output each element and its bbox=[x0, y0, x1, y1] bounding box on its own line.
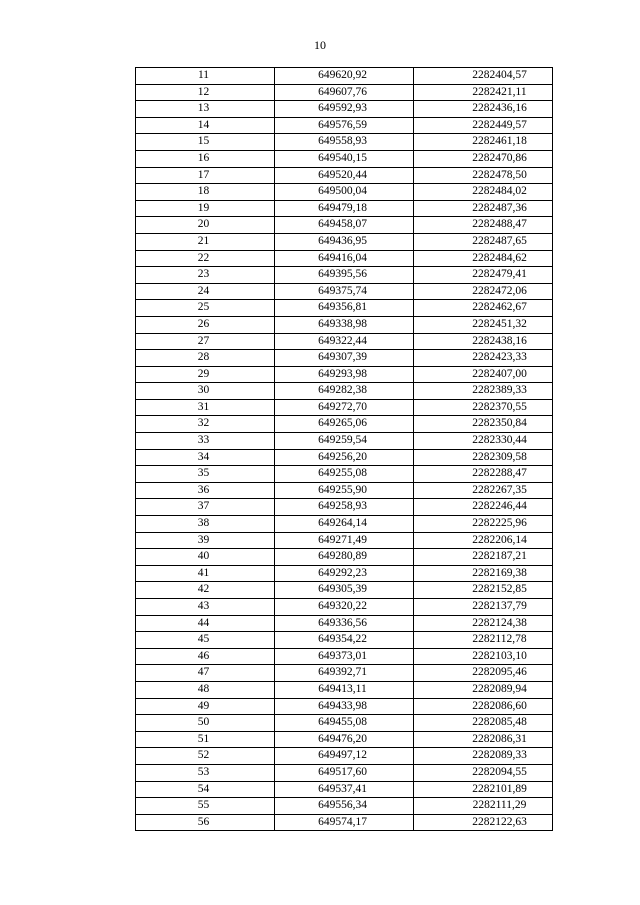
point-number-cell: 30 bbox=[136, 383, 275, 400]
y-coordinate-cell: 2282206,14 bbox=[414, 532, 553, 549]
table-row bbox=[136, 499, 553, 516]
y-coordinate-cell: 2282288,47 bbox=[414, 466, 553, 483]
table-row bbox=[136, 814, 553, 831]
x-coordinate-cell: 649322,44 bbox=[275, 333, 414, 350]
x-coordinate-cell: 649558,93 bbox=[275, 134, 414, 151]
point-number-cell: 40 bbox=[136, 549, 275, 566]
coordinates-table bbox=[135, 67, 553, 831]
x-coordinate-cell: 649517,60 bbox=[275, 764, 414, 781]
point-number-cell: 39 bbox=[136, 532, 275, 549]
table-row bbox=[136, 217, 553, 234]
point-number-cell: 24 bbox=[136, 283, 275, 300]
x-coordinate-cell: 649436,95 bbox=[275, 233, 414, 250]
y-coordinate-cell: 2282187,21 bbox=[414, 549, 553, 566]
point-number-cell: 35 bbox=[136, 466, 275, 483]
point-number-cell: 42 bbox=[136, 582, 275, 599]
point-number-cell: 32 bbox=[136, 416, 275, 433]
y-coordinate-cell: 2282370,55 bbox=[414, 399, 553, 416]
point-number-cell: 47 bbox=[136, 665, 275, 682]
table-row bbox=[136, 101, 553, 118]
y-coordinate-cell: 2282152,85 bbox=[414, 582, 553, 599]
table-row bbox=[136, 466, 553, 483]
table-row bbox=[136, 366, 553, 383]
x-coordinate-cell: 649280,89 bbox=[275, 549, 414, 566]
table-row bbox=[136, 632, 553, 649]
table-row bbox=[136, 200, 553, 217]
y-coordinate-cell: 2282225,96 bbox=[414, 516, 553, 533]
point-number-cell: 22 bbox=[136, 250, 275, 267]
x-coordinate-cell: 649520,44 bbox=[275, 167, 414, 184]
y-coordinate-cell: 2282122,63 bbox=[414, 814, 553, 831]
point-number-cell: 11 bbox=[136, 68, 275, 85]
table-row bbox=[136, 748, 553, 765]
point-number-cell: 14 bbox=[136, 117, 275, 134]
point-number-cell: 36 bbox=[136, 482, 275, 499]
table-row bbox=[136, 582, 553, 599]
y-coordinate-cell: 2282085,48 bbox=[414, 715, 553, 732]
x-coordinate-cell: 649256,20 bbox=[275, 449, 414, 466]
x-coordinate-cell: 649392,71 bbox=[275, 665, 414, 682]
point-number-cell: 49 bbox=[136, 698, 275, 715]
y-coordinate-cell: 2282086,31 bbox=[414, 731, 553, 748]
y-coordinate-cell: 2282462,67 bbox=[414, 300, 553, 317]
x-coordinate-cell: 649455,08 bbox=[275, 715, 414, 732]
x-coordinate-cell: 649620,92 bbox=[275, 68, 414, 85]
point-number-cell: 54 bbox=[136, 781, 275, 798]
y-coordinate-cell: 2282404,57 bbox=[414, 68, 553, 85]
point-number-cell: 43 bbox=[136, 599, 275, 616]
x-coordinate-cell: 649375,74 bbox=[275, 283, 414, 300]
table-row bbox=[136, 416, 553, 433]
y-coordinate-cell: 2282479,41 bbox=[414, 267, 553, 284]
x-coordinate-cell: 649497,12 bbox=[275, 748, 414, 765]
point-number-cell: 29 bbox=[136, 366, 275, 383]
y-coordinate-cell: 2282103,10 bbox=[414, 648, 553, 665]
point-number-cell: 50 bbox=[136, 715, 275, 732]
y-coordinate-cell: 2282438,16 bbox=[414, 333, 553, 350]
x-coordinate-cell: 649293,98 bbox=[275, 366, 414, 383]
y-coordinate-cell: 2282407,00 bbox=[414, 366, 553, 383]
table-row bbox=[136, 333, 553, 350]
x-coordinate-cell: 649540,15 bbox=[275, 150, 414, 167]
point-number-cell: 13 bbox=[136, 101, 275, 118]
page-number: 10 bbox=[314, 38, 326, 52]
point-number-cell: 27 bbox=[136, 333, 275, 350]
table-row bbox=[136, 715, 553, 732]
point-number-cell: 20 bbox=[136, 217, 275, 234]
x-coordinate-cell: 649607,76 bbox=[275, 84, 414, 101]
table-row bbox=[136, 350, 553, 367]
table-row bbox=[136, 167, 553, 184]
table-row bbox=[136, 681, 553, 698]
point-number-cell: 23 bbox=[136, 267, 275, 284]
y-coordinate-cell: 2282267,35 bbox=[414, 482, 553, 499]
table-row bbox=[136, 731, 553, 748]
point-number-cell: 33 bbox=[136, 433, 275, 450]
point-number-cell: 34 bbox=[136, 449, 275, 466]
x-coordinate-cell: 649576,59 bbox=[275, 117, 414, 134]
table-row bbox=[136, 698, 553, 715]
y-coordinate-cell: 2282095,46 bbox=[414, 665, 553, 682]
x-coordinate-cell: 649255,90 bbox=[275, 482, 414, 499]
y-coordinate-cell: 2282246,44 bbox=[414, 499, 553, 516]
y-coordinate-cell: 2282487,65 bbox=[414, 233, 553, 250]
point-number-cell: 26 bbox=[136, 316, 275, 333]
point-number-cell: 28 bbox=[136, 350, 275, 367]
y-coordinate-cell: 2282330,44 bbox=[414, 433, 553, 450]
table-row bbox=[136, 233, 553, 250]
y-coordinate-cell: 2282470,86 bbox=[414, 150, 553, 167]
x-coordinate-cell: 649373,01 bbox=[275, 648, 414, 665]
x-coordinate-cell: 649259,54 bbox=[275, 433, 414, 450]
point-number-cell: 16 bbox=[136, 150, 275, 167]
point-number-cell: 55 bbox=[136, 798, 275, 815]
y-coordinate-cell: 2282350,84 bbox=[414, 416, 553, 433]
table-row bbox=[136, 599, 553, 616]
x-coordinate-cell: 649272,70 bbox=[275, 399, 414, 416]
table-row bbox=[136, 764, 553, 781]
point-number-cell: 53 bbox=[136, 764, 275, 781]
x-coordinate-cell: 649433,98 bbox=[275, 698, 414, 715]
x-coordinate-cell: 649592,93 bbox=[275, 101, 414, 118]
point-number-cell: 17 bbox=[136, 167, 275, 184]
y-coordinate-cell: 2282436,16 bbox=[414, 101, 553, 118]
x-coordinate-cell: 649354,22 bbox=[275, 632, 414, 649]
table-row bbox=[136, 665, 553, 682]
point-number-cell: 37 bbox=[136, 499, 275, 516]
y-coordinate-cell: 2282124,38 bbox=[414, 615, 553, 632]
y-coordinate-cell: 2282089,33 bbox=[414, 748, 553, 765]
table-row bbox=[136, 449, 553, 466]
y-coordinate-cell: 2282137,79 bbox=[414, 599, 553, 616]
table-row bbox=[136, 399, 553, 416]
point-number-cell: 31 bbox=[136, 399, 275, 416]
point-number-cell: 21 bbox=[136, 233, 275, 250]
table-row bbox=[136, 316, 553, 333]
y-coordinate-cell: 2282472,06 bbox=[414, 283, 553, 300]
x-coordinate-cell: 649255,08 bbox=[275, 466, 414, 483]
table-row bbox=[136, 532, 553, 549]
table-row bbox=[136, 565, 553, 582]
y-coordinate-cell: 2282101,89 bbox=[414, 781, 553, 798]
point-number-cell: 44 bbox=[136, 615, 275, 632]
x-coordinate-cell: 649556,34 bbox=[275, 798, 414, 815]
y-coordinate-cell: 2282487,36 bbox=[414, 200, 553, 217]
x-coordinate-cell: 649476,20 bbox=[275, 731, 414, 748]
table-row bbox=[136, 134, 553, 151]
x-coordinate-cell: 649356,81 bbox=[275, 300, 414, 317]
x-coordinate-cell: 649413,11 bbox=[275, 681, 414, 698]
x-coordinate-cell: 649271,49 bbox=[275, 532, 414, 549]
table-row bbox=[136, 798, 553, 815]
point-number-cell: 18 bbox=[136, 184, 275, 201]
x-coordinate-cell: 649395,56 bbox=[275, 267, 414, 284]
x-coordinate-cell: 649305,39 bbox=[275, 582, 414, 599]
table-row bbox=[136, 549, 553, 566]
y-coordinate-cell: 2282169,38 bbox=[414, 565, 553, 582]
y-coordinate-cell: 2282112,78 bbox=[414, 632, 553, 649]
table-row bbox=[136, 300, 553, 317]
x-coordinate-cell: 649574,17 bbox=[275, 814, 414, 831]
table-row bbox=[136, 84, 553, 101]
table-row bbox=[136, 648, 553, 665]
x-coordinate-cell: 649338,98 bbox=[275, 316, 414, 333]
table-row bbox=[136, 433, 553, 450]
point-number-cell: 48 bbox=[136, 681, 275, 698]
y-coordinate-cell: 2282089,94 bbox=[414, 681, 553, 698]
point-number-cell: 46 bbox=[136, 648, 275, 665]
x-coordinate-cell: 649320,22 bbox=[275, 599, 414, 616]
x-coordinate-cell: 649292,23 bbox=[275, 565, 414, 582]
x-coordinate-cell: 649265,06 bbox=[275, 416, 414, 433]
y-coordinate-cell: 2282484,62 bbox=[414, 250, 553, 267]
table-row bbox=[136, 516, 553, 533]
x-coordinate-cell: 649258,93 bbox=[275, 499, 414, 516]
y-coordinate-cell: 2282389,33 bbox=[414, 383, 553, 400]
point-number-cell: 19 bbox=[136, 200, 275, 217]
x-coordinate-cell: 649307,39 bbox=[275, 350, 414, 367]
y-coordinate-cell: 2282461,18 bbox=[414, 134, 553, 151]
table-row bbox=[136, 117, 553, 134]
table-row bbox=[136, 150, 553, 167]
table-row bbox=[136, 68, 553, 85]
x-coordinate-cell: 649458,07 bbox=[275, 217, 414, 234]
point-number-cell: 25 bbox=[136, 300, 275, 317]
x-coordinate-cell: 649336,56 bbox=[275, 615, 414, 632]
table-row bbox=[136, 184, 553, 201]
x-coordinate-cell: 649282,38 bbox=[275, 383, 414, 400]
y-coordinate-cell: 2282484,02 bbox=[414, 184, 553, 201]
y-coordinate-cell: 2282309,58 bbox=[414, 449, 553, 466]
point-number-cell: 52 bbox=[136, 748, 275, 765]
coordinates-table-body bbox=[136, 68, 553, 831]
x-coordinate-cell: 649479,18 bbox=[275, 200, 414, 217]
y-coordinate-cell: 2282111,29 bbox=[414, 798, 553, 815]
point-number-cell: 51 bbox=[136, 731, 275, 748]
x-coordinate-cell: 649264,14 bbox=[275, 516, 414, 533]
y-coordinate-cell: 2282423,33 bbox=[414, 350, 553, 367]
point-number-cell: 12 bbox=[136, 84, 275, 101]
y-coordinate-cell: 2282478,50 bbox=[414, 167, 553, 184]
x-coordinate-cell: 649416,04 bbox=[275, 250, 414, 267]
table-row bbox=[136, 250, 553, 267]
table-row bbox=[136, 383, 553, 400]
table-row bbox=[136, 615, 553, 632]
point-number-cell: 45 bbox=[136, 632, 275, 649]
table-row bbox=[136, 283, 553, 300]
table-row bbox=[136, 781, 553, 798]
y-coordinate-cell: 2282086,60 bbox=[414, 698, 553, 715]
y-coordinate-cell: 2282449,57 bbox=[414, 117, 553, 134]
point-number-cell: 56 bbox=[136, 814, 275, 831]
table-row bbox=[136, 267, 553, 284]
point-number-cell: 15 bbox=[136, 134, 275, 151]
y-coordinate-cell: 2282421,11 bbox=[414, 84, 553, 101]
y-coordinate-cell: 2282094,55 bbox=[414, 764, 553, 781]
y-coordinate-cell: 2282488,47 bbox=[414, 217, 553, 234]
x-coordinate-cell: 649537,41 bbox=[275, 781, 414, 798]
point-number-cell: 38 bbox=[136, 516, 275, 533]
x-coordinate-cell: 649500,04 bbox=[275, 184, 414, 201]
y-coordinate-cell: 2282451,32 bbox=[414, 316, 553, 333]
table-row bbox=[136, 482, 553, 499]
point-number-cell: 41 bbox=[136, 565, 275, 582]
